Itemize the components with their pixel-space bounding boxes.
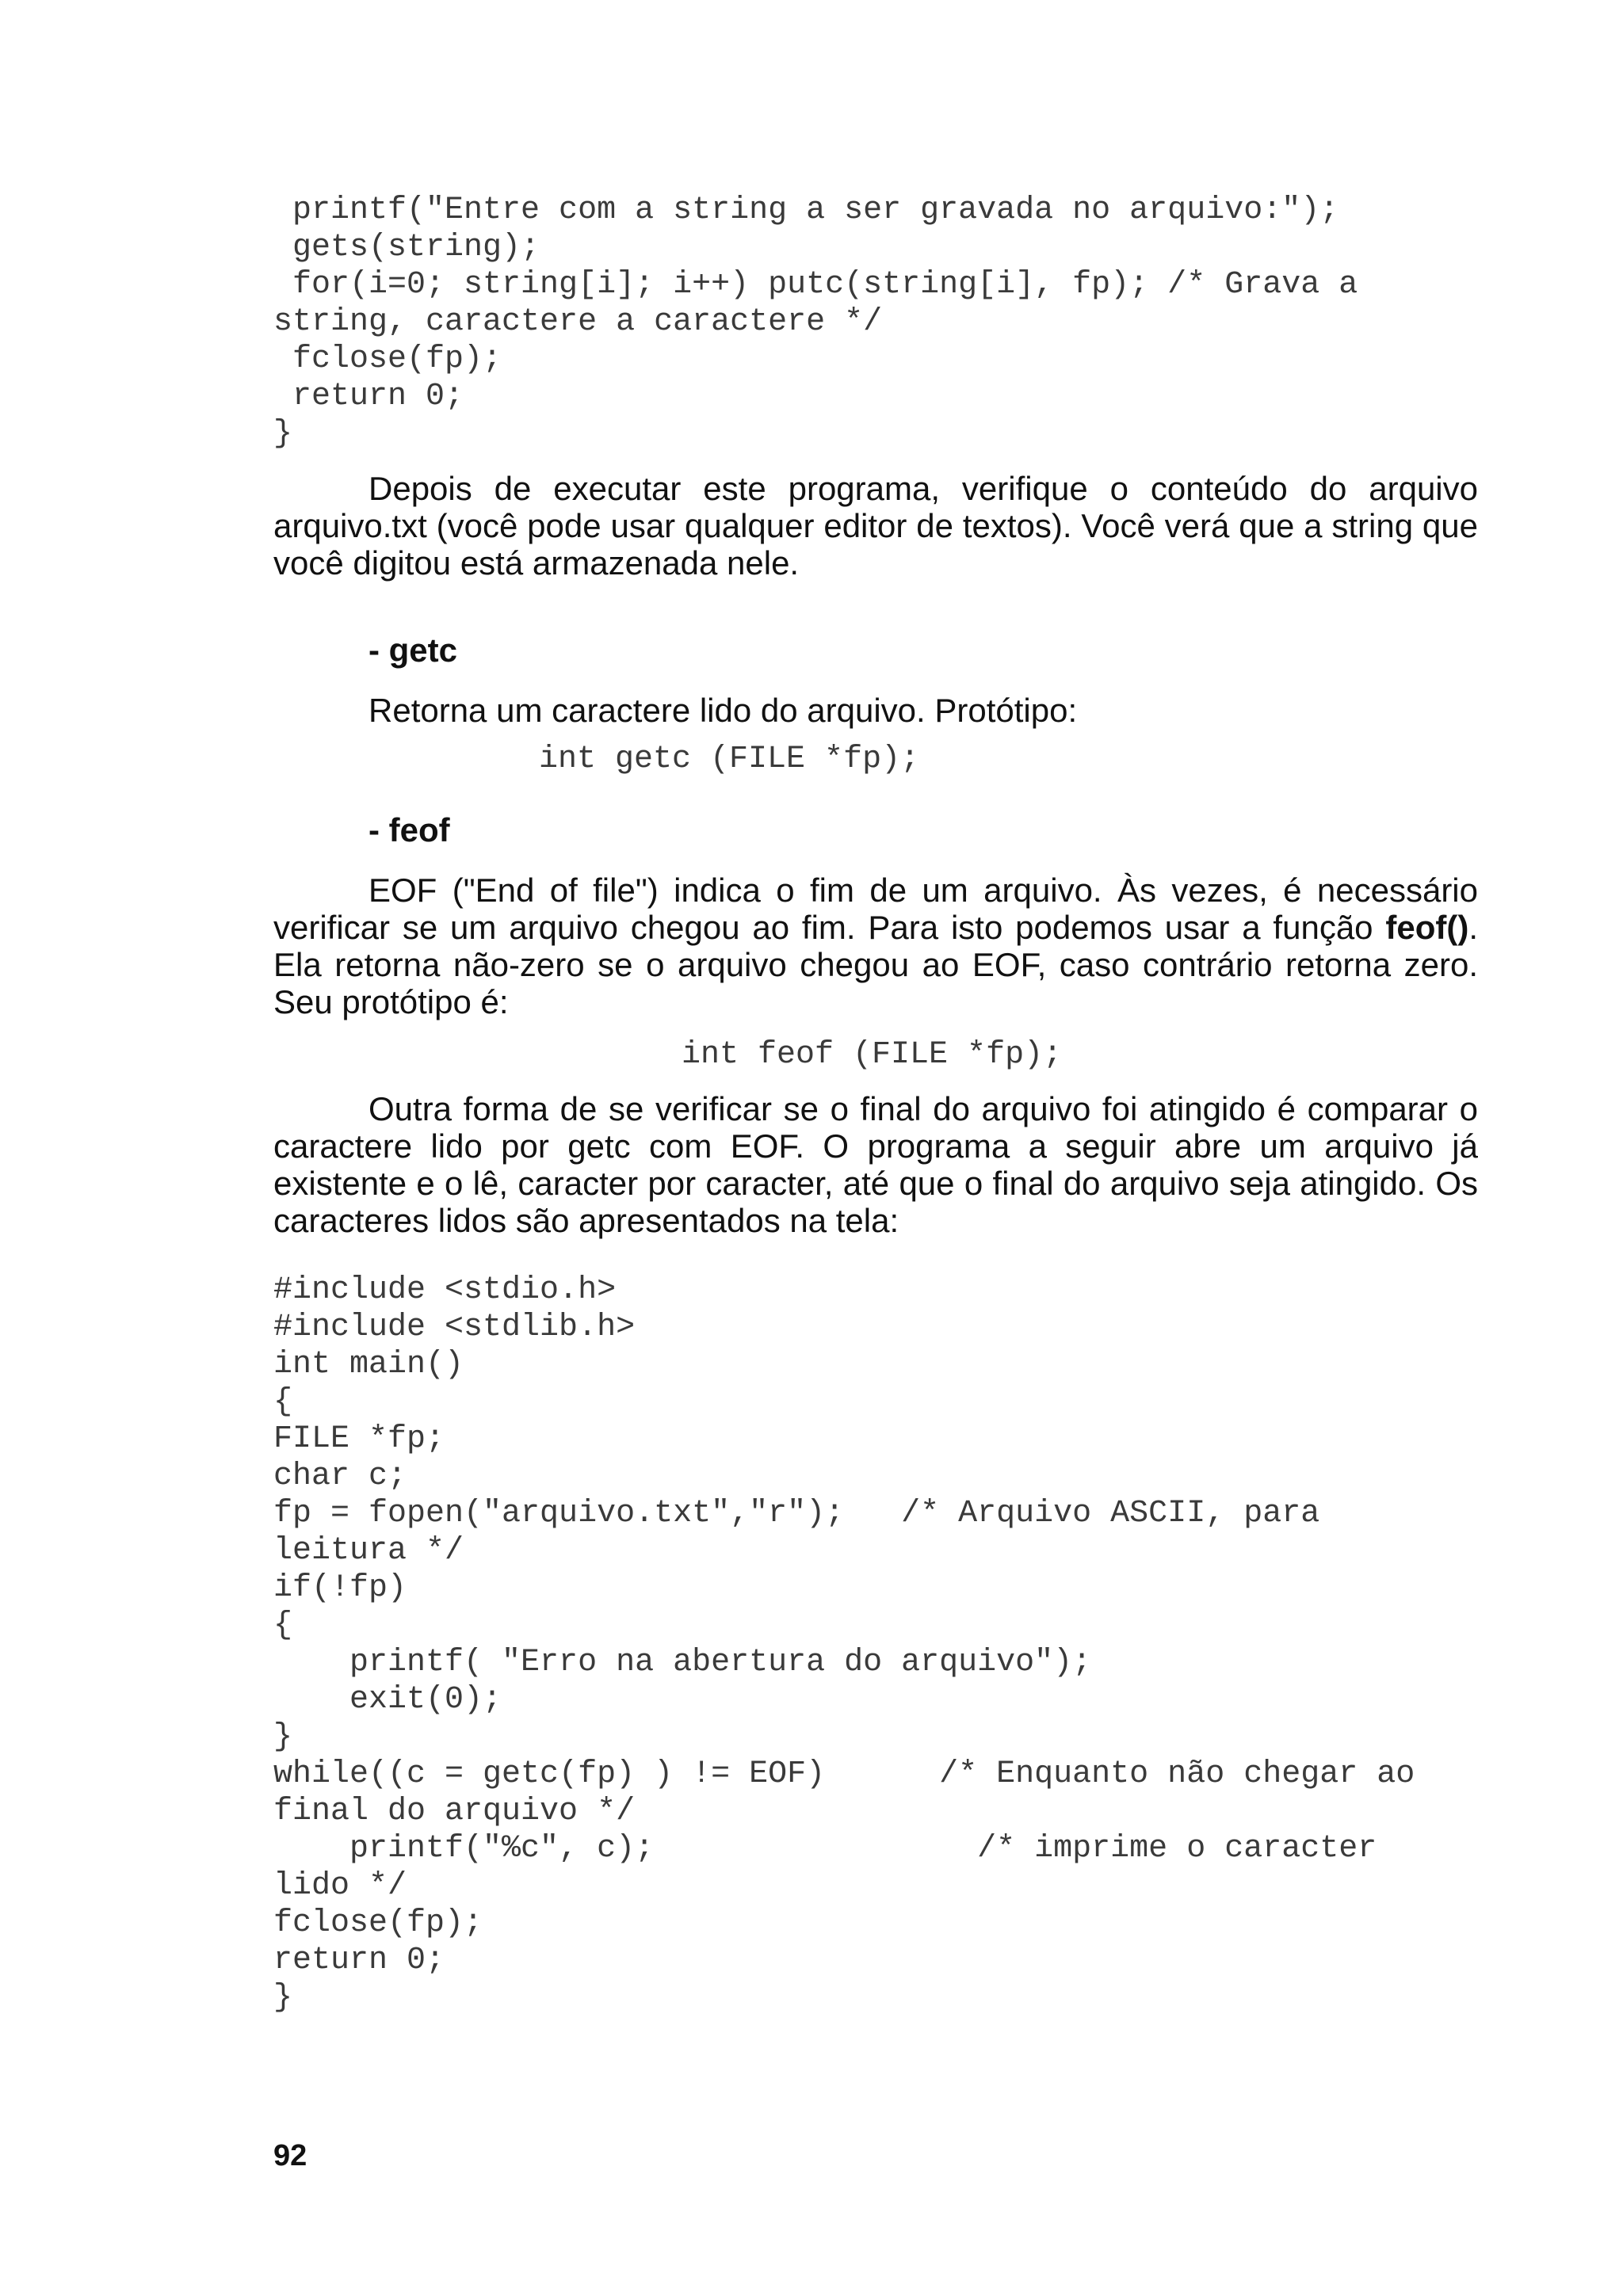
- code-line: {: [273, 1608, 293, 1643]
- section-heading-feof: - feof: [369, 811, 450, 849]
- code-line: printf("%c", c); /* imprime o caracter: [273, 1831, 1377, 1867]
- section-heading-getc: - getc: [369, 631, 458, 669]
- getc-description: Retorna um caractere lido do arquivo. Protótipo:: [369, 692, 1078, 729]
- feof-description: [273, 871, 1478, 1020]
- code-block-bottom: [273, 1272, 1478, 2016]
- code-block-top: [273, 192, 1478, 452]
- feof-text-before: EOF ("End of file") indica o fim de um arquivo. Às vezes, é necessário verificar se um arquivo chegou ao fim. Para isto podemos usar a função: [273, 871, 1478, 946]
- code-line: exit(0);: [273, 1682, 502, 1718]
- feof-prototype: int feof (FILE *fp);: [682, 1037, 1063, 1073]
- code-line: printf( "Erro na abertura do arquivo");: [273, 1645, 1092, 1680]
- code-line: {: [273, 1384, 293, 1420]
- code-line: leitura */: [273, 1533, 464, 1569]
- code-line: }: [273, 1719, 293, 1755]
- code-line: }: [273, 1980, 293, 2016]
- paragraph-after-program: [273, 470, 1478, 582]
- code-line: printf("Entre com a string a ser gravada no arquivo:");: [273, 193, 1339, 228]
- code-line: return 0;: [273, 379, 464, 414]
- code-line: fclose(fp);: [273, 1905, 483, 1941]
- code-line: gets(string);: [273, 230, 540, 265]
- code-line: }: [273, 416, 293, 452]
- code-line: FILE *fp;: [273, 1421, 445, 1457]
- paragraph-text: Outra forma de se verificar se o final do arquivo foi atingido é comparar o caractere lido por getc com EOF. O programa a seguir abre um arquivo já existente e o lê, caracter por caracter, até que o final do arquivo seja atingido. Os caracteres lidos são apresentados na tela:: [273, 1090, 1478, 1239]
- code-line: string, caractere a caractere */: [273, 304, 883, 340]
- paragraph-other-way: [273, 1090, 1478, 1239]
- code-line: fclose(fp);: [273, 341, 502, 377]
- code-line: char c;: [273, 1459, 407, 1494]
- code-line: while((c = getc(fp) ) != EOF) /* Enquanto não chegar ao: [273, 1756, 1415, 1792]
- code-line: fp = fopen("arquivo.txt","r"); /* Arquivo ASCII, para: [273, 1496, 1320, 1531]
- code-line: final do arquivo */: [273, 1794, 636, 1829]
- feof-function-name: feof(): [1385, 909, 1469, 946]
- code-line: for(i=0; string[i]; i++) putc(string[i], fp); /* Grava a: [273, 267, 1358, 303]
- code-line: return 0;: [273, 1943, 445, 1978]
- paragraph-text: Depois de executar este programa, verifique o conteúdo do arquivo arquivo.txt (você pode usar qualquer editor de textos). Você verá que a string que você digitou está armazenada nele.: [273, 470, 1478, 582]
- feof-text-after: . Ela retorna não-zero se o arquivo chegou ao EOF, caso contrário retorna zero. Seu protótipo é:: [273, 909, 1478, 1020]
- code-line: lido */: [273, 1868, 407, 1904]
- code-line: #include <stdio.h>: [273, 1272, 617, 1308]
- getc-prototype: int getc (FILE *fp);: [539, 742, 920, 777]
- code-line: int main(): [273, 1347, 464, 1383]
- page-number: 92: [273, 2139, 307, 2172]
- code-line: if(!fp): [273, 1570, 407, 1606]
- code-line: #include <stdlib.h>: [273, 1310, 636, 1345]
